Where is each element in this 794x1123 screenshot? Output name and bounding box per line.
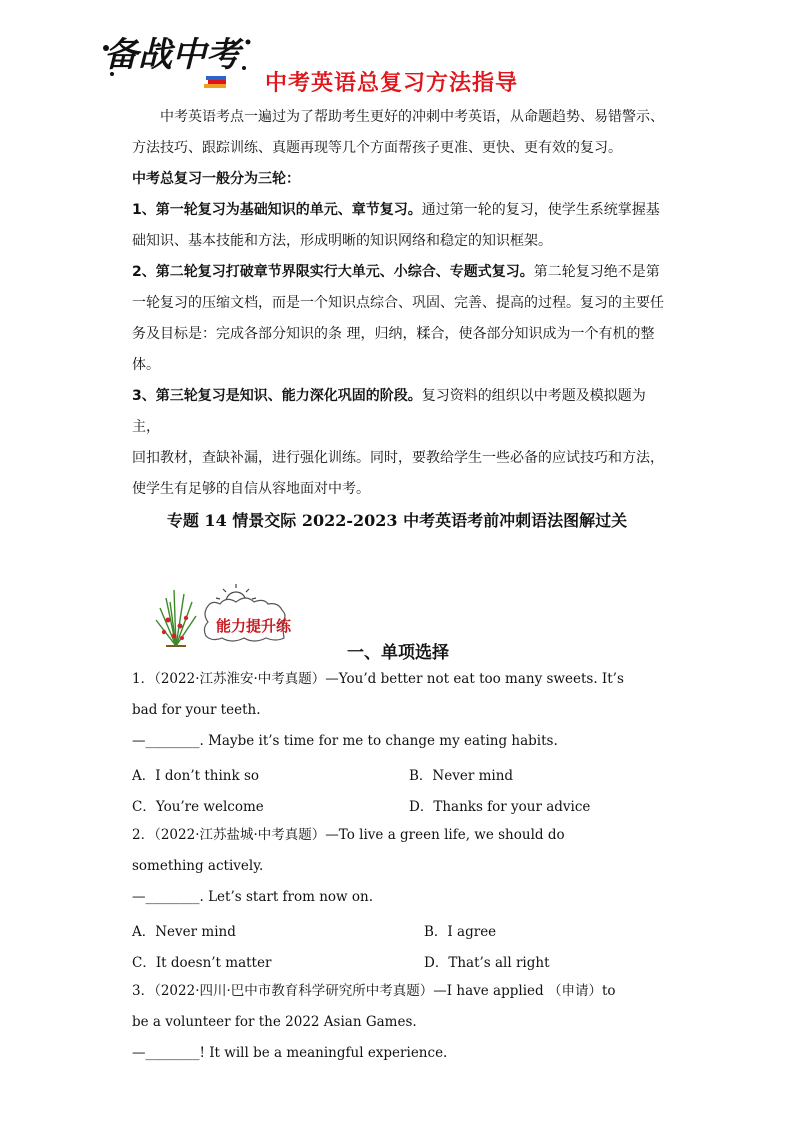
question-2-option-d: D．That’s all right [424, 955, 550, 971]
question-3-line-2: be a volunteer for the 2022 Asian Games. [132, 1014, 417, 1030]
question-1-option-d: D．Thanks for your advice [409, 799, 591, 815]
question-2-option-c: C．It doesn’t matter [132, 955, 272, 971]
question-1-option-b: B．Never mind [409, 768, 514, 784]
round-2-paragraph [132, 257, 664, 381]
question-1-line-3: —________. Maybe it’s time for me to change my eating habits. [132, 733, 558, 749]
round-1-rest: 通过第一轮的复习，使学生系统掌握基 [421, 202, 660, 218]
ability-banner [146, 580, 346, 650]
plant-icon [156, 590, 196, 646]
question-1-option-a: A．I don’t think so [132, 768, 260, 784]
round-3-rest: 复习资料的组织以中考题及模拟题为主， [132, 388, 646, 435]
exam-logo [98, 28, 256, 92]
question-2-option-b: B．I agree [424, 924, 497, 940]
topic-heading: 专题 14 情景交际 2022-2023 中考英语考前冲刺语法图解过关 [166, 511, 628, 530]
part-heading: 一、单项选择 [347, 643, 449, 663]
question-2-line-2: something actively. [132, 858, 264, 874]
round-2-line-3: 务及目标是：完成各部分知识的条 理，归纳，糅合，使各部分知识成为一个有机的整 [132, 326, 655, 342]
question-2-option-a: A．Never mind [132, 924, 236, 940]
banner-text: 能力提升练 [216, 617, 292, 635]
question-2 [132, 820, 672, 913]
round-1-line-2: 础知识、基本技能和方法，形成明晰的知识网络和稳定的知识框架。 [132, 233, 552, 249]
round-3-line-2: 回扣教材，查缺补漏，进行强化训练。同时，要教给学生一些必备的应试技巧和方法， [132, 450, 664, 466]
question-1-line-1: 1．（2022·江苏淮安·中考真题）—You’d better not eat too many sweets. It’s [132, 671, 624, 687]
logo-text: 备战中考 [104, 35, 240, 75]
intro-line-2: 方法技巧、跟踪训练、真题再现等几个方面帮孩子更准、更快、更有效的复习。 [132, 140, 622, 156]
question-1 [132, 664, 672, 757]
rounds-heading-text: 中考总复习一般分为三轮： [132, 171, 300, 187]
rounds-heading [132, 164, 664, 195]
round-2-line-4: 体。 [132, 357, 160, 373]
intro-paragraph [132, 102, 664, 164]
question-3 [132, 976, 672, 1069]
question-3-line-3: —________! It will be a meaningful experience. [132, 1045, 448, 1061]
round-2-line-1 [132, 257, 664, 288]
round-2-rest: 第二轮复习绝不是第 [533, 264, 660, 280]
round-1-bold: 1、第一轮复习为基础知识的单元、章节复习。 [132, 202, 422, 218]
round-2-line-2: 一轮复习的压缩文档，而是一个知识点综合、巩固、完善、提高的过程。复习的主要任 [132, 295, 664, 311]
intro-line-1: 中考英语考点一遍过为了帮助考生更好的冲刺中考英语，从命题趋势、易错警示、 [160, 109, 664, 125]
document-title: 中考英语总复习方法指导 [265, 71, 519, 96]
round-1-paragraph [132, 195, 664, 257]
round-3-line-1 [132, 381, 664, 443]
round-2-bold: 2、第二轮复习打破章节界限实行大单元、小综合、专题式复习。 [132, 264, 534, 280]
round-3-bold: 3、第三轮复习是知识、能力深化巩固的阶段。 [132, 388, 422, 404]
question-1-option-c: C．You’re welcome [132, 799, 264, 815]
question-2-line-3: —________. Let’s start from now on. [132, 889, 373, 905]
round-3-line-3: 使学生有足够的自信从容地面对中考。 [132, 481, 370, 497]
round-3-paragraph [132, 381, 664, 505]
logo-books-icon [204, 76, 226, 88]
question-2-line-1: 2．（2022·江苏盐城·中考真题）—To live a green life, we should do [132, 827, 565, 843]
question-1-line-2: bad for your teeth. [132, 702, 261, 718]
round-1-line-1 [132, 195, 664, 226]
question-3-line-1: 3．（2022·四川·巴中市教育科学研究所中考真题）—I have applied （申请）to [132, 983, 616, 999]
